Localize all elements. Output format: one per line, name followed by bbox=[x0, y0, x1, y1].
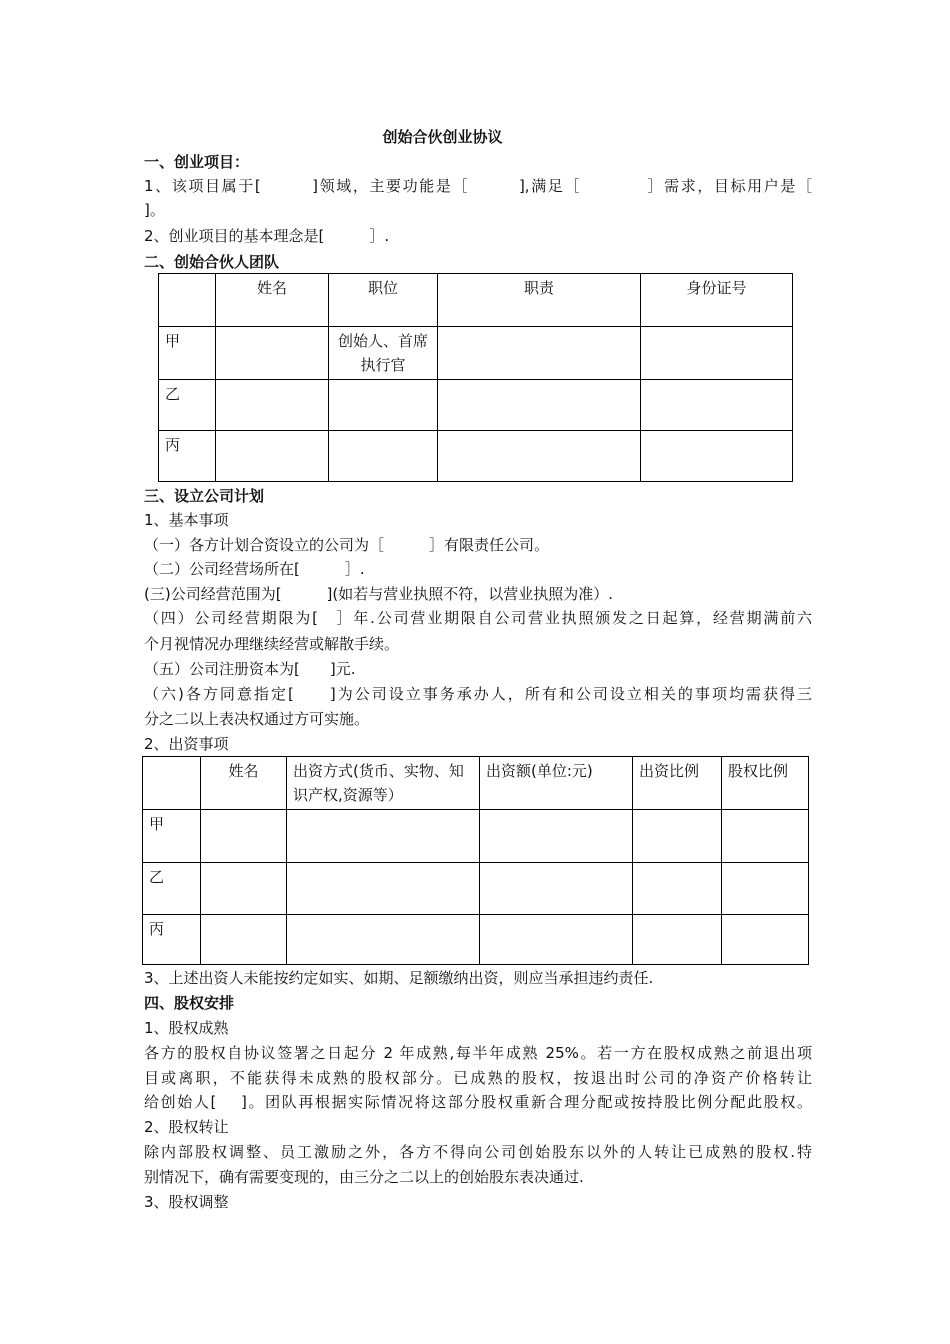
table-header-cell: 出资方式(货币、实物、知识产权,资源等） bbox=[287, 757, 480, 810]
empty-cell bbox=[722, 915, 809, 965]
section3-item: (三)公司经营范围为[ ](如若与营业执照不符，以营业执照为准）. bbox=[144, 585, 614, 603]
empty-cell bbox=[633, 810, 722, 863]
empty-cell bbox=[287, 863, 480, 915]
row-label: 丙 bbox=[143, 915, 201, 965]
table-header-cell: 职责 bbox=[438, 274, 641, 327]
section3-heading: 三、设立公司计划 bbox=[144, 487, 265, 505]
table-row bbox=[143, 810, 809, 863]
empty-cell bbox=[287, 810, 480, 863]
table-header-cell: 出资比例 bbox=[633, 757, 722, 810]
table-header-cell: 姓名 bbox=[201, 757, 287, 810]
document-title: 创始合伙创业协议 bbox=[382, 128, 503, 146]
empty-cell bbox=[201, 810, 287, 863]
section3-item: 个月视情况办理继续经营或解散手续。 bbox=[144, 635, 400, 653]
section4-heading: 四、股权安排 bbox=[144, 994, 235, 1012]
table-header-cell: 身份证号 bbox=[641, 274, 793, 327]
empty-cell bbox=[480, 915, 633, 965]
section3-note: 3、上述出资人未能按约定如实、如期、足额缴纳出资，则应当承担违约责任. bbox=[144, 969, 654, 987]
row-label: 乙 bbox=[143, 863, 201, 915]
empty-cell bbox=[722, 863, 809, 915]
section3-item: （六)各方同意指定[ ]为公司设立事务承办人，所有和公司设立相关的事项均需获得三 bbox=[144, 685, 812, 703]
section2-heading: 二、创始合伙人团队 bbox=[144, 253, 280, 271]
position-cell bbox=[329, 380, 438, 431]
empty-cell bbox=[480, 863, 633, 915]
section1-line2: 2、创业项目的基本理念是[ ］. bbox=[144, 227, 390, 245]
table-header-cell: 股权比例 bbox=[722, 757, 809, 810]
section4-para1-line: 各方的股权自协议签署之日起分 2 年成熟,每半年成熟 25%。若一方在股权成熟之前退出项 bbox=[144, 1044, 812, 1062]
table-row bbox=[159, 327, 793, 380]
row-label: 甲 bbox=[159, 327, 216, 380]
id-cell bbox=[641, 431, 793, 482]
section4-para1-line: 给创始人[ ]。团队再根据实际情况将这部分股权重新合理分配或按持股比例分配此股权。 bbox=[144, 1093, 812, 1111]
section3-sub1: 1、基本事项 bbox=[144, 511, 229, 529]
section3-item: （四）公司经营期限为[ ］年.公司营业期限自公司营业执照颁发之日起算，经营期满前六 bbox=[144, 609, 812, 627]
id-cell bbox=[641, 380, 793, 431]
section1-heading: 一、创业项目： bbox=[144, 153, 250, 171]
section4-para1-line: 目或离职，不能获得未成熟的股权部分。已成熟的股权，按退出时公司的净资产价格转让 bbox=[144, 1069, 812, 1087]
table-header-cell bbox=[143, 757, 201, 810]
section3-sub2: 2、出资事项 bbox=[144, 735, 229, 753]
capital-contribution-table bbox=[142, 756, 809, 965]
section4-para2-line: 别情况下，确有需要变现的，由三分之二以上的创始股东表决通过. bbox=[144, 1168, 584, 1186]
empty-cell bbox=[201, 915, 287, 965]
empty-cell bbox=[722, 810, 809, 863]
section1-line1-cont: ]。 bbox=[144, 201, 165, 219]
duty-cell bbox=[438, 431, 641, 482]
table-row bbox=[159, 431, 793, 482]
name-cell bbox=[216, 327, 329, 380]
section4-sub2: 2、股权转让 bbox=[144, 1118, 229, 1136]
empty-cell bbox=[201, 863, 287, 915]
table-header-cell: 出资额(单位:元) bbox=[480, 757, 633, 810]
empty-cell bbox=[480, 810, 633, 863]
section1-line1: 1、该项目属于[ ]领域，主要功能是［ ],满足［ ］需求，目标用户是［ bbox=[144, 177, 812, 195]
position-cell bbox=[329, 431, 438, 482]
id-cell bbox=[641, 327, 793, 380]
section4-sub1: 1、股权成熟 bbox=[144, 1019, 229, 1037]
duty-cell bbox=[438, 327, 641, 380]
table-header-row bbox=[159, 274, 793, 327]
row-label: 乙 bbox=[159, 380, 216, 431]
table-row bbox=[159, 380, 793, 431]
table-header-cell: 姓名 bbox=[216, 274, 329, 327]
row-label: 甲 bbox=[143, 810, 201, 863]
empty-cell bbox=[633, 915, 722, 965]
empty-cell bbox=[287, 915, 480, 965]
section3-item: （一）各方计划合资设立的公司为［ ］有限责任公司。 bbox=[144, 536, 550, 554]
row-label: 丙 bbox=[159, 431, 216, 482]
table-header-cell bbox=[159, 274, 216, 327]
table-header-row bbox=[143, 757, 809, 810]
table-row bbox=[143, 863, 809, 915]
section4-para2-line: 除内部股权调整、员工激励之外，各方不得向公司创始股东以外的人转让已成熟的股权.特 bbox=[144, 1143, 812, 1161]
section4-sub3: 3、股权调整 bbox=[144, 1193, 229, 1211]
name-cell bbox=[216, 380, 329, 431]
table-header-cell: 职位 bbox=[329, 274, 438, 327]
name-cell bbox=[216, 431, 329, 482]
table-row bbox=[143, 915, 809, 965]
section3-item: （五）公司注册资本为[ ]元. bbox=[144, 660, 356, 678]
section3-item: 分之二以上表决权通过方可实施。 bbox=[144, 710, 370, 728]
founder-team-table bbox=[158, 273, 793, 482]
empty-cell bbox=[633, 863, 722, 915]
section3-item: （二）公司经营场所在[ ］. bbox=[144, 560, 365, 578]
duty-cell bbox=[438, 380, 641, 431]
position-cell: 创始人、首席执行官 bbox=[329, 327, 438, 380]
